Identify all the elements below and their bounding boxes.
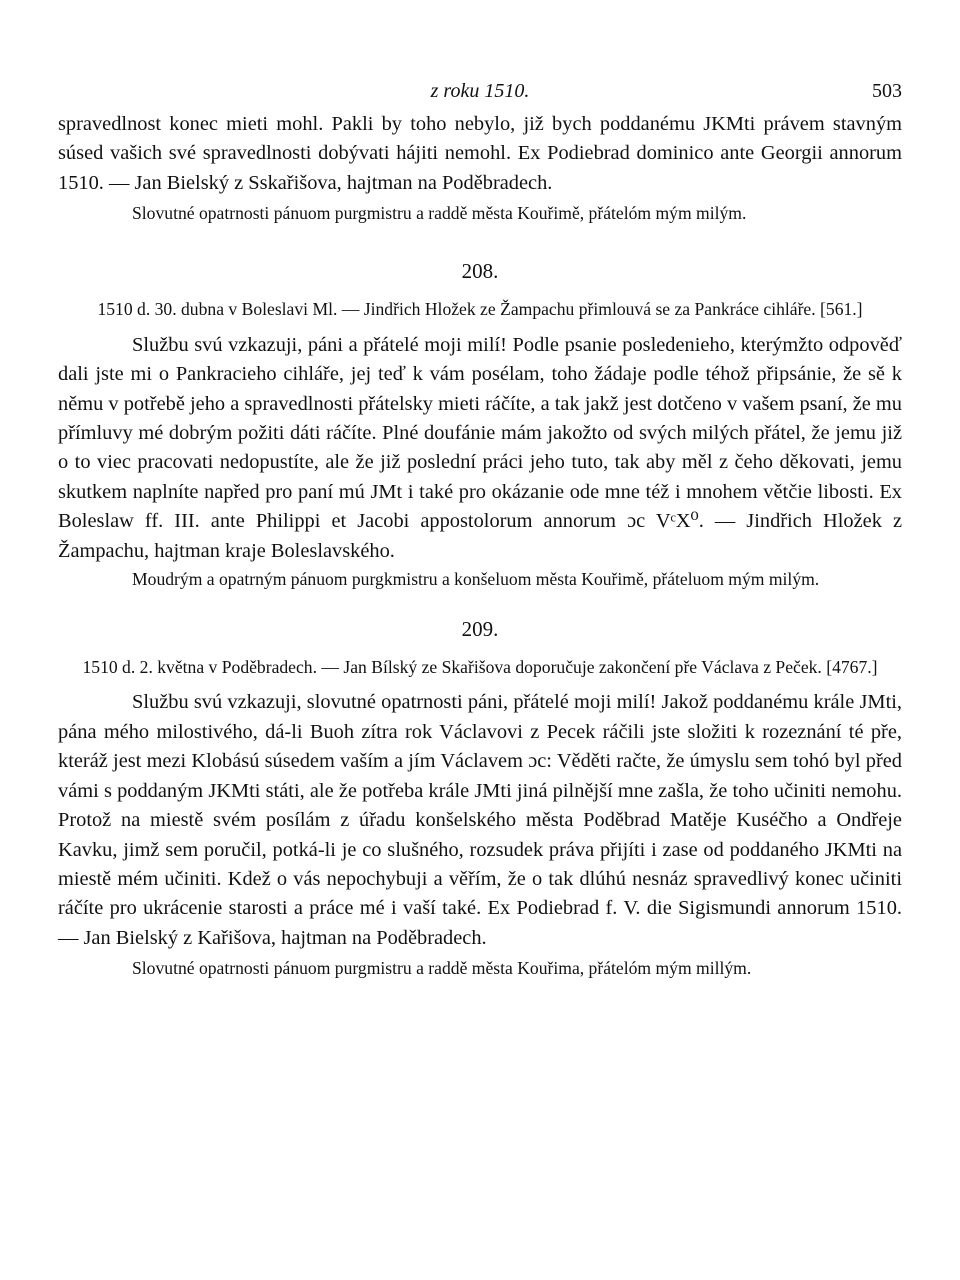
running-header [58,80,902,110]
document-body: Službu svú vzkazuji, páni a přátelé moji milí! Podle psanie posledenieho, kterýmžto odpověď dali jste mi o Pankracieho cihláře, jej teď k vám posélam, toho žádaje podle téhož připsánie, že sě k němu v potřebě jeho a spravedlnosti přátelsky mieti ráčíte, a tak jakž jest dotčeno v vašem psaní, že mu přímluvy mé dobrým požiti dáti ráčíte. Plné doufánie mám jakožto od svých milých přátel, že jemu již o to viec pracovati nedopustíte, ale že již poslední práci jeho tuto, tak aby měl z čeho děkovati, jemu skutkem naplníte napřed pro paní mú JMt i také pro okázanie ode mne též i mnohem větčie libosti. Ex Boleslaw ff. III. ante Philippi et Jacobi appostolorum annorum ɔc VᶜX⁰. — Jindřich Hložek z Žampachu, hajtman kraje Boleslavského. [58,333,902,562]
document-heading: 1510 d. 30. dubna v Boleslavi Ml. — Jindřich Hložek ze Žampachu přimlouvá se za Pankráce cihláře. [561.] [97,299,863,320]
document-number: 209. [461,616,499,641]
page-number: 503 [872,80,902,102]
document-number: 208. [461,259,499,284]
continuation-block [58,110,902,227]
document-208 [58,258,902,593]
document-address: Moudrým a opatrným pánuom purgkmistru a konšeluom města Kouřimě, přáteluom mým milým. [132,568,820,589]
document-209 [58,616,902,982]
document-body: Službu svú vzkazuji, slovutné opatrnosti páni, přátelé moji milí! Jakož poddanému krále JMti, pána mého milostivého, dá-li Buoh zítra rok Václavovi z Pecek ráčili jste složiti k rozeznání té pře, kteráž jest mezi Klobású súsedem vaším a jím Václavem ɔc: Věděti račte, že úmyslu sem tohó byl před vámi s poddaným JKMti státi, ale že potřeba krále JMti jiná pilnější mne zašla, že toho učiniti nemohu. Protož na miestě svém posílám z úřadu konšelského města Poděbrad Matěje Kuséčho a Ondřeje Kavku, jimž sem poručil, potká-li je co slušného, rozsudek práva přijíti i zase od poddaného JKMti na miestě mém učiniti. Kdež o vás nepochybuji a věřím, že o tak dlúhú nesnáz spravedlivý konec učiniti ráčíte pro ukrácenie starosti a práce mé i vaší také. Ex Podiebrad f. V. die Sigismundi annorum 1510. — Jan Bielský z Kařišova, hajtman na Poděbradech. [58,691,902,949]
document-heading: 1510 d. 2. května v Poděbradech. — Jan Bílský ze Skařišova doporučuje zakončení pře Václava z Peček. [4767.] [82,656,878,677]
document-page [58,80,902,982]
running-title: z roku 1510. [430,80,530,102]
continuation-address: Slovutné opatrnosti pánuom purgmistru a raddě města Kouřimě, přátelóm mým milým. [132,203,747,224]
continuation-text: spravedlnost konec mieti mohl. Pakli by toho nebylo, již bych poddanému JKMti právem stavným súsed vašich své spravedlnosti dobývati hájiti nemohl. Ex Podiebrad dominico ante Georgii annorum 1510. — Jan Bielský z Sskařišova, hajtman na Poděbradech. [58,113,902,194]
document-address: Slovutné opatrnosti pánuom purgmistru a raddě města Kouřima, přátelóm mým millým. [132,958,752,979]
